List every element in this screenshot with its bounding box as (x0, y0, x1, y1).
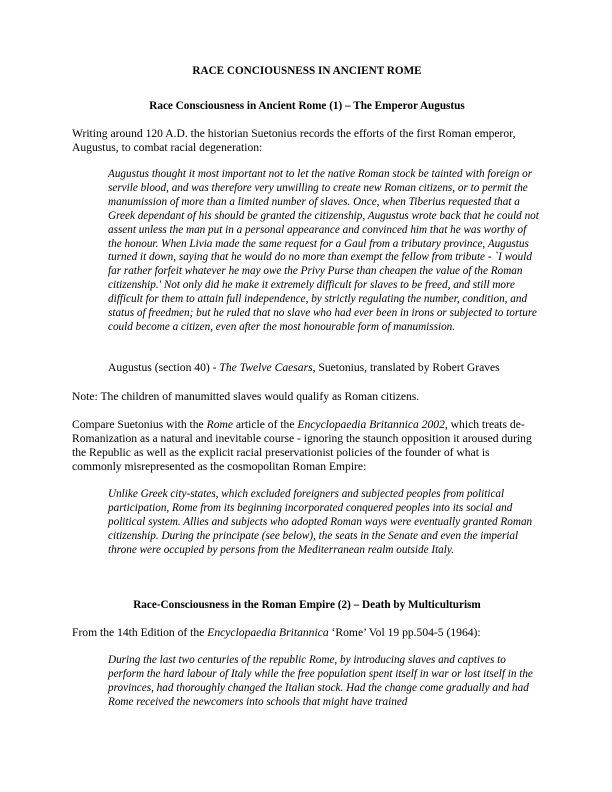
manumission-note: Note: The children of manumitted slaves would qualify as Roman citizens. (72, 390, 420, 403)
section-2-intro-text-1: From the 14th Edition of the (72, 626, 208, 639)
citation-prefix: Augustus (section 40) - (108, 361, 220, 374)
section-2-heading: Race-Consciousness in the Roman Empire (2) – Death by Multiculturism (133, 599, 481, 611)
document-title: RACE CONCIOUSNESS IN ANCIENT ROME (192, 65, 422, 77)
section-2-intro-eb: Encyclopaedia Britannica (207, 626, 329, 639)
suetonius-quote: Augustus thought it most important not to let the native Roman stock be tainted with foreign or servile blood, and was therefore very unwilling to create new Roman citizens, or to permit the manumission of more than a limited number of slaves. Once, when Tiberius requested that a Greek dependant of his should be granted the citizenship, Augustus wrote back that he could not assent unless the man put in a personal appearance and convinced him that he was worthy of the honour. When Livia made the same request for a Gaul from a tributary province, Augustus turned it down, saying that he would do no more than exempt the fellow from tribute - `I would far rather forfeit whatever he may owe the Privy Purse than cheapen the value of the Roman citizenship.' Not only did he make it extremely difficult for slaves to be freed, and still more difficult for them to attain full independence, by strictly regulating the number, condition, and status of freedmen; but he ruled that no slave who had ever been in irons or subjected to torture could become a citizen, even after the most honourable form of manumission. (108, 168, 539, 333)
citation-suffix: , Suetonius, translated by Robert Graves (312, 361, 500, 374)
compare-paragraph (72, 418, 542, 474)
compare-eb: Encyclopaedia Britannica 2002 (297, 418, 445, 431)
section-2-intro-text-2: ‘Rome’ Vol 19 pp.504-5 (1964): (328, 626, 481, 639)
britannica-1964-quote: During the last two centuries of the republic Rome, by introducing slaves and captives to perform the hard labour of Italy while the free population spent itself in war or lost itself in the provinces, had thoroughly changed the Italian stock. Had the change come gradually and had Rome received the newcomers into schools that might have trained (108, 654, 533, 708)
compare-rome: Rome (206, 418, 234, 431)
compare-text-2: article of the (233, 418, 298, 431)
section-1-heading: Race Consciousness in Ancient Rome (1) – The Emperor Augustus (149, 100, 465, 112)
section-1-intro: Writing around 120 A.D. the historian Suetonius records the efforts of the first Roman emperor, Augustus, to combat racial degeneration: (72, 127, 516, 154)
quote-citation (108, 361, 542, 375)
section-2-intro (72, 626, 542, 640)
compare-text-1: Compare Suetonius with the (72, 418, 207, 431)
compare-text-3: , which treats de-Romanization as a natural and inevitable course - ignoring the staunch opposition it aroused during the Republic as well as the explicit racial preservationist policies of the founder of what is commonly misrepresented as the cosmopolitan Roman Empire: (72, 418, 532, 473)
citation-work: The Twelve Caesars (219, 361, 313, 374)
britannica-2002-quote: Unlike Greek city-states, which excluded foreigners and subjected peoples from political participation, Rome from its beginning incorporated conquered peoples into its social and political system. Allies and subjects who adopted Roman ways were eventually granted Roman citizenship. During the principate (see below), the seats in the Senate and even the imperial throne were occupied by persons from the Mediterranean realm outside Italy. (108, 488, 533, 556)
